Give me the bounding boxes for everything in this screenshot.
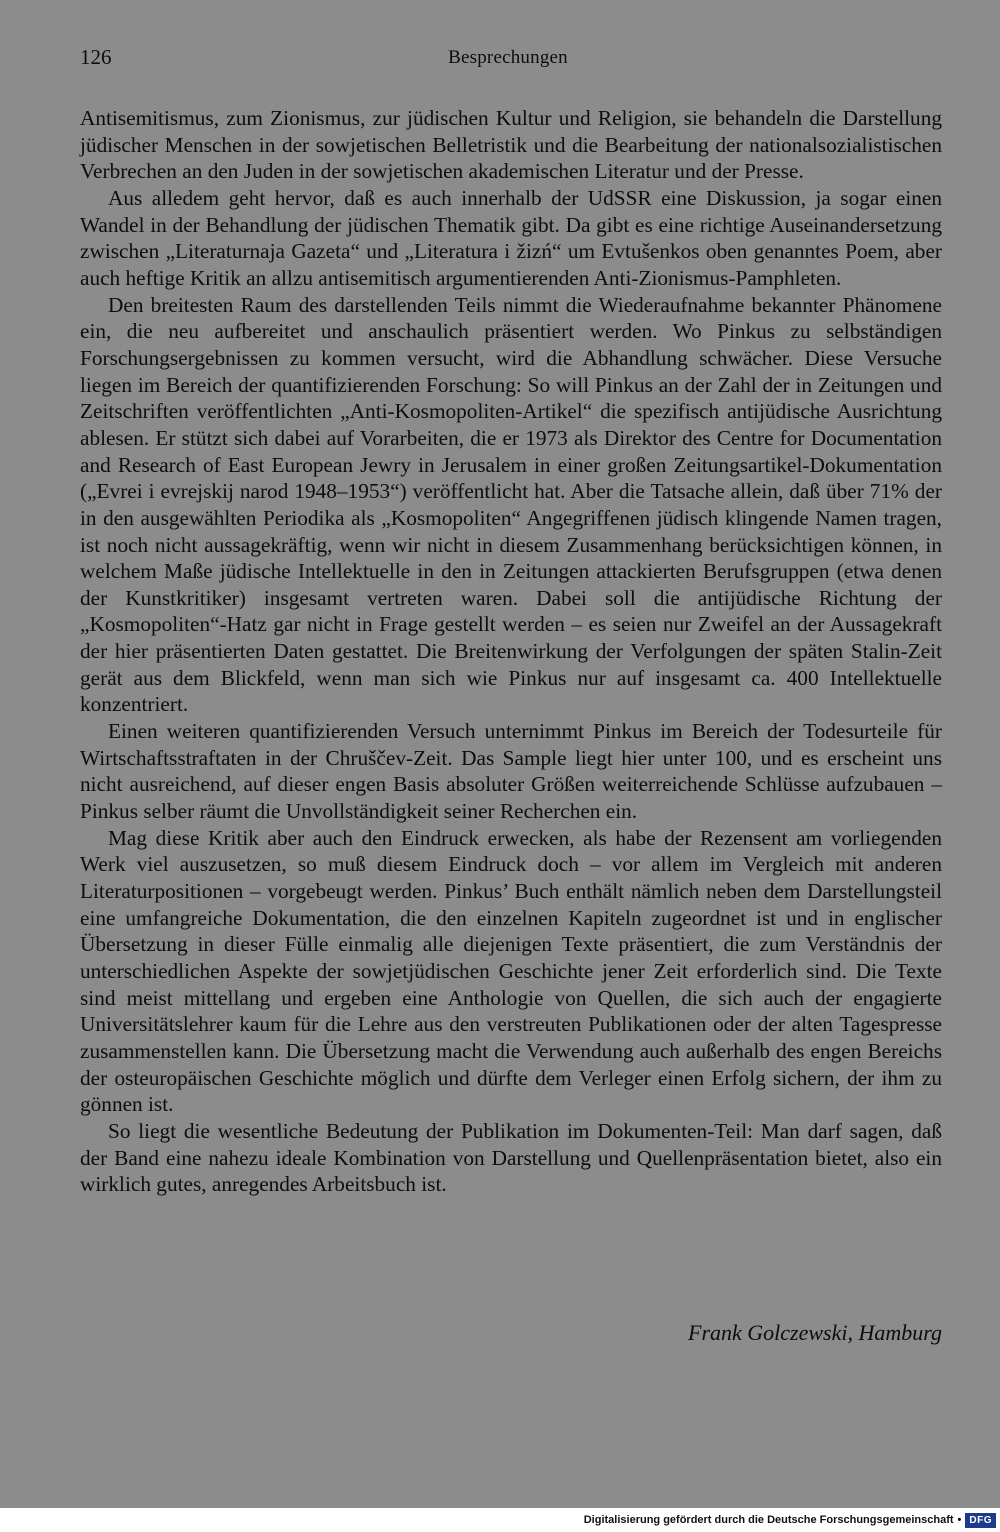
running-head: Besprechungen xyxy=(448,47,568,68)
paragraph: Antisemitismus, zum Zionismus, zur jüdischen Kultur und Religion, sie behandeln die Darstellung jüdischer Menschen in der sowjetischen Belletristik und die Bearbeitung der nationalsozialistischen Verbrechen an den Juden in der sowjetischen akademischen Literatur und der Presse. xyxy=(80,106,942,184)
dfg-logo-icon: DFG xyxy=(965,1513,996,1528)
funding-note: Digitalisierung gefördert durch die Deutsche Forschungsgemeinschaft xyxy=(583,1514,954,1526)
paragraph: Aus alledem geht hervor, daß es auch innerhalb der UdSSR eine Diskussion, ja sogar einen Wandel in der Behandlung der jüdischen Thematik gibt. Da gibt es eine richtige Auseinandersetzung zwischen „Literaturnaja Gazeta“ und „Literatura i žizń“ um Evtušenkos oben genanntes Poem, aber auch heftige Kritik an allzu antisemitisch argumentierenden Anti-Zionismus-Pamphleten. xyxy=(80,185,942,290)
paragraph: Den breitesten Raum des darstellenden Teils nimmt die Wiederaufnahme bekannter Phänomene ein, die neu aufbereitet und anschaulich präsentiert werden. Wo Pinkus zu selbständigen Forschungsergebnissen zu kommen versucht, wird die Abhandlung schwächer. Diese Versuche liegen im Bereich der quantifizierenden Forschung: So will Pinkus an der Zahl der in Zeitungen und Zeitschriften veröffentlichten „Anti-Kosmopoliten-Artikel“ die spezifisch antijüdische Ausrichtung ablesen. Er stützt sich dabei auf Vorarbeiten, die er 1973 als Direktor des Centre for Documentation and Research of East European Jewry in Jerusalem in einer großen Zeitungsartikel-Dokumentation („Evrei i evrejskij narod 1948–1953“) veröffentlicht hat. Aber die Tatsache allein, daß über 71% der in den ausgewählten Periodika als „Kosmopoliten“ Angegriffenen jüdisch klingende Namen tragen, ist noch nicht aussagekräftig, wenn wir nicht in diesem Zusammenhang berücksichtigen können, in welchem Maße jüdische Intellektuelle in den in Zeitungen attackierten Berufsgruppen (etwa denen der Kunstkritiker) insgesamt vertreten waren. Dabei soll die antijüdische Richtung der „Kosmopoliten“-Hatz gar nicht in Frage gestellt werden – es seien nur Zweifel an der Aussagekraft der hier präsentierten Daten gestattet. Die Breitenwirkung der Verfolgungen der späten Stalin-Zeit gerät aus dem Blickfeld, wenn man sich wie Pinkus nur auf insgesamt ca. 400 Intellektuelle konzentriert. xyxy=(80,292,942,717)
paragraph: Mag diese Kritik aber auch den Eindruck erwecken, als habe der Rezensent am vorliegenden Werk viel auszusetzen, so muß diesem Eindruck doch – vor allem im Vergleich mit anderen Literaturpositionen – vorgebeugt werden. Pinkus’ Buch enthält nämlich neben dem Darstellungsteil eine umfangreiche Dokumentation, die den einzelnen Kapiteln zugeordnet ist und in englischer Übersetzung in dieser Fülle einmalig alle diejenigen Texte präsentiert, die zum Verständnis der unterschiedlichen Aspekte der sowjetjüdischen Geschichte jener Zeit erforderlich sind. Die Texte sind meist mittellang und ergeben eine Anthologie von Quellen, die sich auch der engagierte Universitätslehrer kaum für die Lehre aus den verstreuten Publikationen oder der alten Tagespresse zusammenstellen kann. Die Übersetzung macht die Verwendung auch außerhalb des engen Bereichs der osteuropäischen Geschichte möglich und dürfte dem Verleger einen Erfolg sichern, der ihm zu gönnen ist. xyxy=(80,825,942,1117)
separator-dot: • xyxy=(957,1514,962,1526)
paragraph: Einen weiteren quantifizierenden Versuch unternimmt Pinkus im Bereich der Todesurteile für Wirtschaftsstraftaten in der Chruščev-Zeit. Das Sample liegt hier unter 100, und es erscheint uns nicht ausreichend, auf dieser engen Basis absoluter Größen weiterreichende Schlüsse aufzubauen – Pinkus selber räumt die Unvollständigkeit seiner Recherchen ein. xyxy=(80,719,942,824)
review-body xyxy=(80,105,942,1198)
digitization-footer xyxy=(584,1510,996,1530)
paragraph: So liegt die wesentliche Bedeutung der Publikation im Dokumenten-Teil: Man darf sagen, daß der Band eine nahezu ideale Kombination von Darstellung und Quellenpräsentation bietet, also ein wirklich gutes, anregendes Arbeitsbuch ist. xyxy=(80,1118,942,1197)
reviewer-signature: Frank Golczewski, Hamburg xyxy=(688,1320,942,1345)
page-number: 126 xyxy=(80,45,112,69)
